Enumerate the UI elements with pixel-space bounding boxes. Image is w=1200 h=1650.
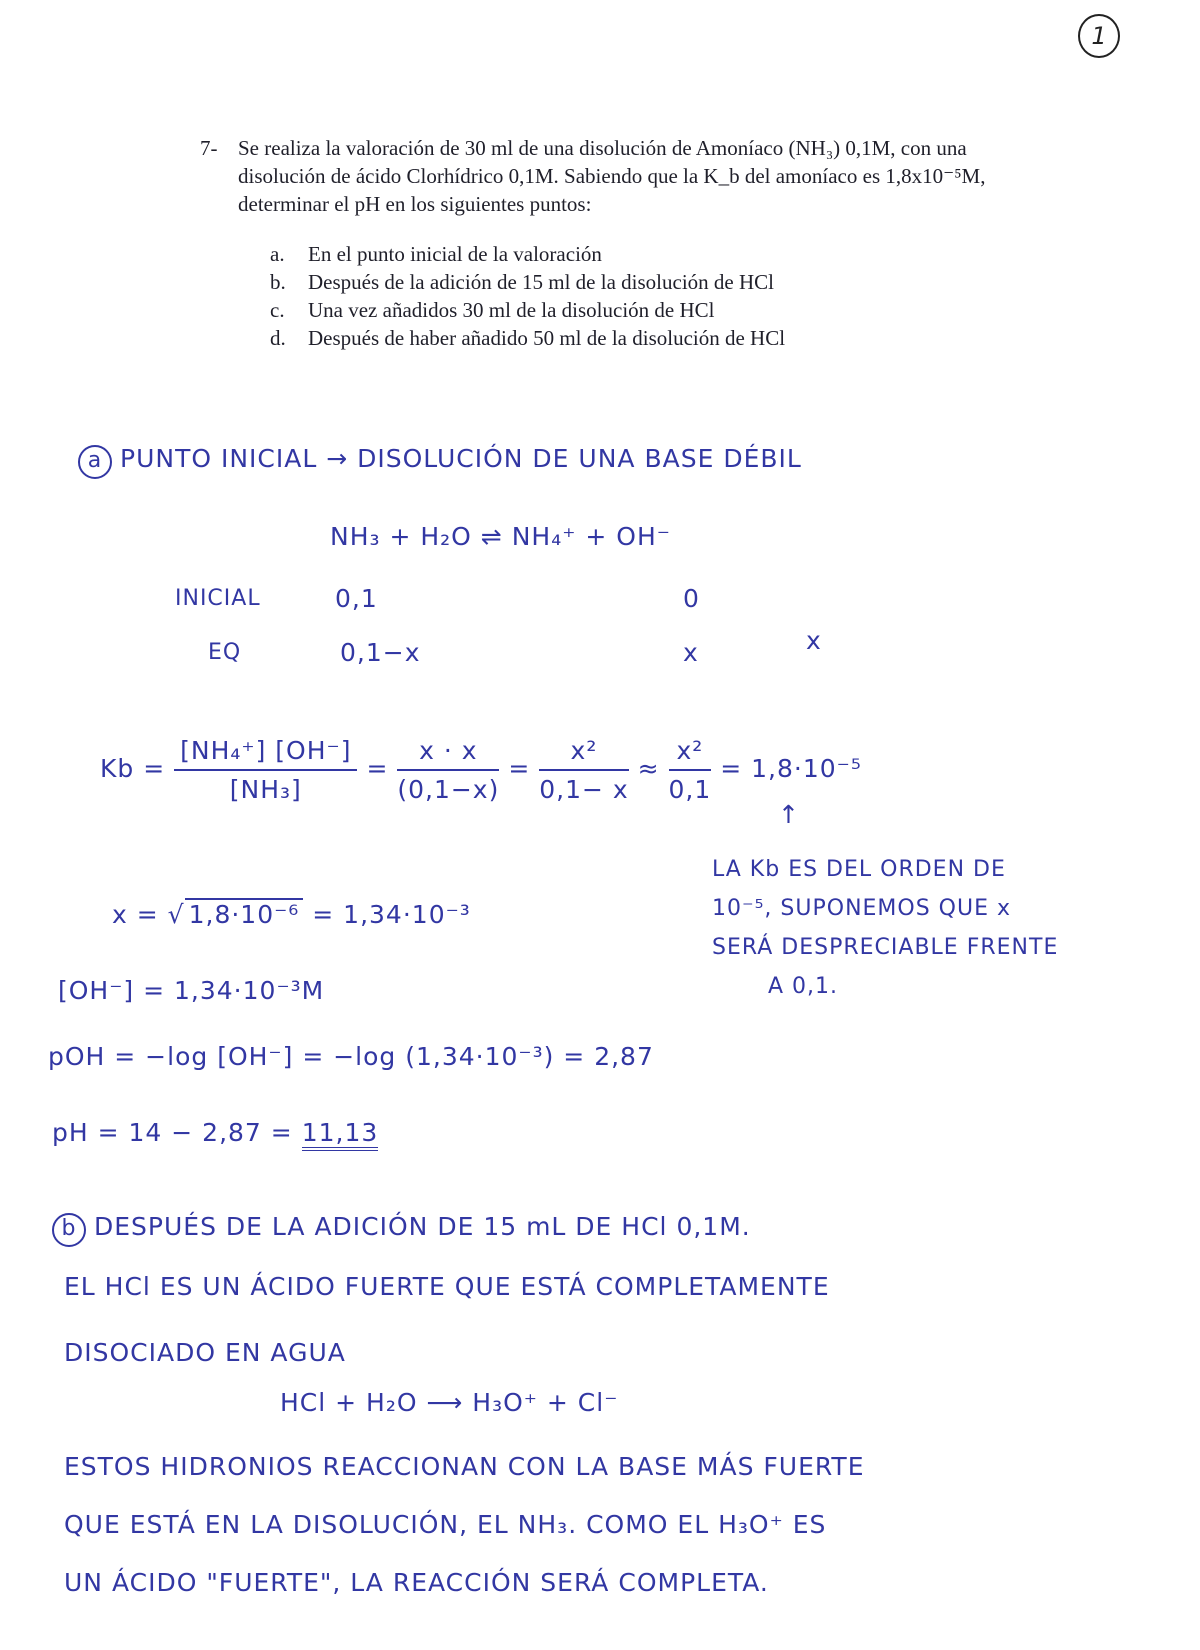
option-letter: c. [270, 298, 285, 322]
part-b-heading [52, 1212, 751, 1247]
page-number: 1 [1078, 14, 1120, 58]
kb-f3-den: 0,1− x [539, 775, 629, 804]
row-inicial-nh3: 0,1 [335, 584, 378, 613]
kb-expression [100, 736, 862, 804]
ammonia-equilibrium: NH₃ + H₂O ⇌ NH₄⁺ + OH⁻ [330, 522, 671, 551]
oh-concentration: [OH⁻] = 1,34·10⁻³M [58, 976, 325, 1005]
part-b-line-4: ESTOS HIDRONIOS REACCIONAN CON LA BASE MÁS FUERTE [64, 1452, 865, 1481]
kb-f2-den: (0,1−x) [397, 775, 500, 804]
option-letter: a. [270, 242, 285, 266]
part-b-line-6: UN ÁCIDO "FUERTE", LA REACCIÓN SERÁ COMPLETA. [64, 1568, 769, 1597]
option-text: Una vez añadidos 30 ml de la disolución de HCl [308, 298, 715, 322]
problem-statement-block [200, 134, 1040, 352]
option-c [270, 296, 1040, 324]
row-inicial-label: INICIAL [175, 586, 261, 611]
part-b-heading-text: DESPUÉS DE LA ADICIÓN DE 15 mL DE HCl 0,1M. [94, 1212, 751, 1241]
kb-f3-num: x² [539, 736, 628, 771]
kb-f4-den: 0,1 [668, 775, 712, 804]
problem-statement: Se realiza la valoración de 30 ml de una disolución de Amoníaco (NH₃) 0,1M, con una disolución de ácido Clorhídrico 0,1M. Sabiendo que la K_b del amoníaco es 1,8x10⁻⁵M, determinar el pH en los siguientes puntos: [238, 136, 986, 216]
option-text: En el punto inicial de la valoración [308, 242, 602, 266]
row-eq-oh: x [806, 626, 822, 655]
kb-f1-num: [NH₄⁺] [OH⁻] [174, 736, 357, 771]
part-b-marker: b [52, 1213, 86, 1247]
kb-f2-num: x · x [397, 736, 499, 771]
part-a-marker: a [78, 445, 112, 479]
part-b-line-2: EL HCl ES UN ÁCIDO FUERTE QUE ESTÁ COMPLETAMENTE [64, 1272, 830, 1301]
problem-options-list [270, 240, 1040, 352]
kb-equals: = [366, 754, 389, 783]
ph-result-line [52, 1118, 378, 1147]
kb-f1-den: [NH₃] [229, 775, 302, 804]
kb-fraction-concentrations [174, 736, 357, 804]
kb-f4-num: x² [669, 736, 712, 771]
part-b-line-3: DISOCIADO EN AGUA [64, 1338, 346, 1367]
kb-fraction-x2 [539, 736, 628, 804]
kb-equals-2: = [508, 754, 531, 783]
ph-result: 11,13 [302, 1118, 379, 1151]
problem-number: 7- [200, 136, 218, 160]
note-line-1: LA Kb ES DEL ORDEN DE [712, 857, 1006, 882]
note-line-4: A 0,1. [768, 974, 839, 999]
option-letter: d. [270, 326, 286, 350]
option-b [270, 268, 1040, 296]
part-a-heading [78, 444, 802, 479]
option-d [270, 324, 1040, 352]
kb-fraction-approx [669, 736, 712, 804]
arrow-up-icon: ↑ [778, 800, 800, 829]
hcl-dissociation: HCl + H₂O ⟶ H₃O⁺ + Cl⁻ [280, 1388, 619, 1417]
x-lhs: x = [112, 900, 159, 929]
approximation-note [712, 850, 1058, 1006]
x-rhs: = 1,34·10⁻³ [312, 900, 471, 929]
row-eq-nh4: x [683, 638, 699, 667]
row-inicial-nh4: 0 [683, 584, 700, 613]
option-text: Después de haber añadido 50 ml de la disolución de HCl [308, 326, 786, 350]
row-eq-nh3: 0,1−x [340, 638, 421, 667]
part-b-line-5: QUE ESTÁ EN LA DISOLUCIÓN, EL NH₃. COMO EL H₃O⁺ ES [64, 1510, 827, 1539]
ph-lhs: pH = 14 − 2,87 = [52, 1118, 293, 1147]
kb-value: = 1,8·10⁻⁵ [720, 754, 862, 783]
part-a-heading-text: PUNTO INICIAL → DISOLUCIÓN DE UNA BASE DÉBIL [120, 444, 802, 473]
x-calculation [112, 898, 471, 929]
note-line-3: SERÁ DESPRECIABLE FRENTE [712, 935, 1059, 960]
poh-calculation: pOH = −log [OH⁻] = −log (1,34·10⁻³) = 2,87 [48, 1042, 654, 1071]
option-text: Después de la adición de 15 ml de la disolución de HCl [308, 270, 774, 294]
option-letter: b. [270, 270, 286, 294]
note-line-2: 10⁻⁵, SUPONEMOS QUE x [712, 896, 1012, 921]
kb-approx: ≈ [637, 754, 660, 783]
option-a [270, 240, 1040, 268]
kb-fraction-x-x [397, 736, 499, 804]
kb-lhs: Kb = [100, 754, 166, 783]
row-eq-label: EQ [208, 640, 242, 665]
x-radicand: 1,8·10⁻⁶ [185, 898, 304, 929]
sqrt-icon: √ [167, 900, 185, 929]
